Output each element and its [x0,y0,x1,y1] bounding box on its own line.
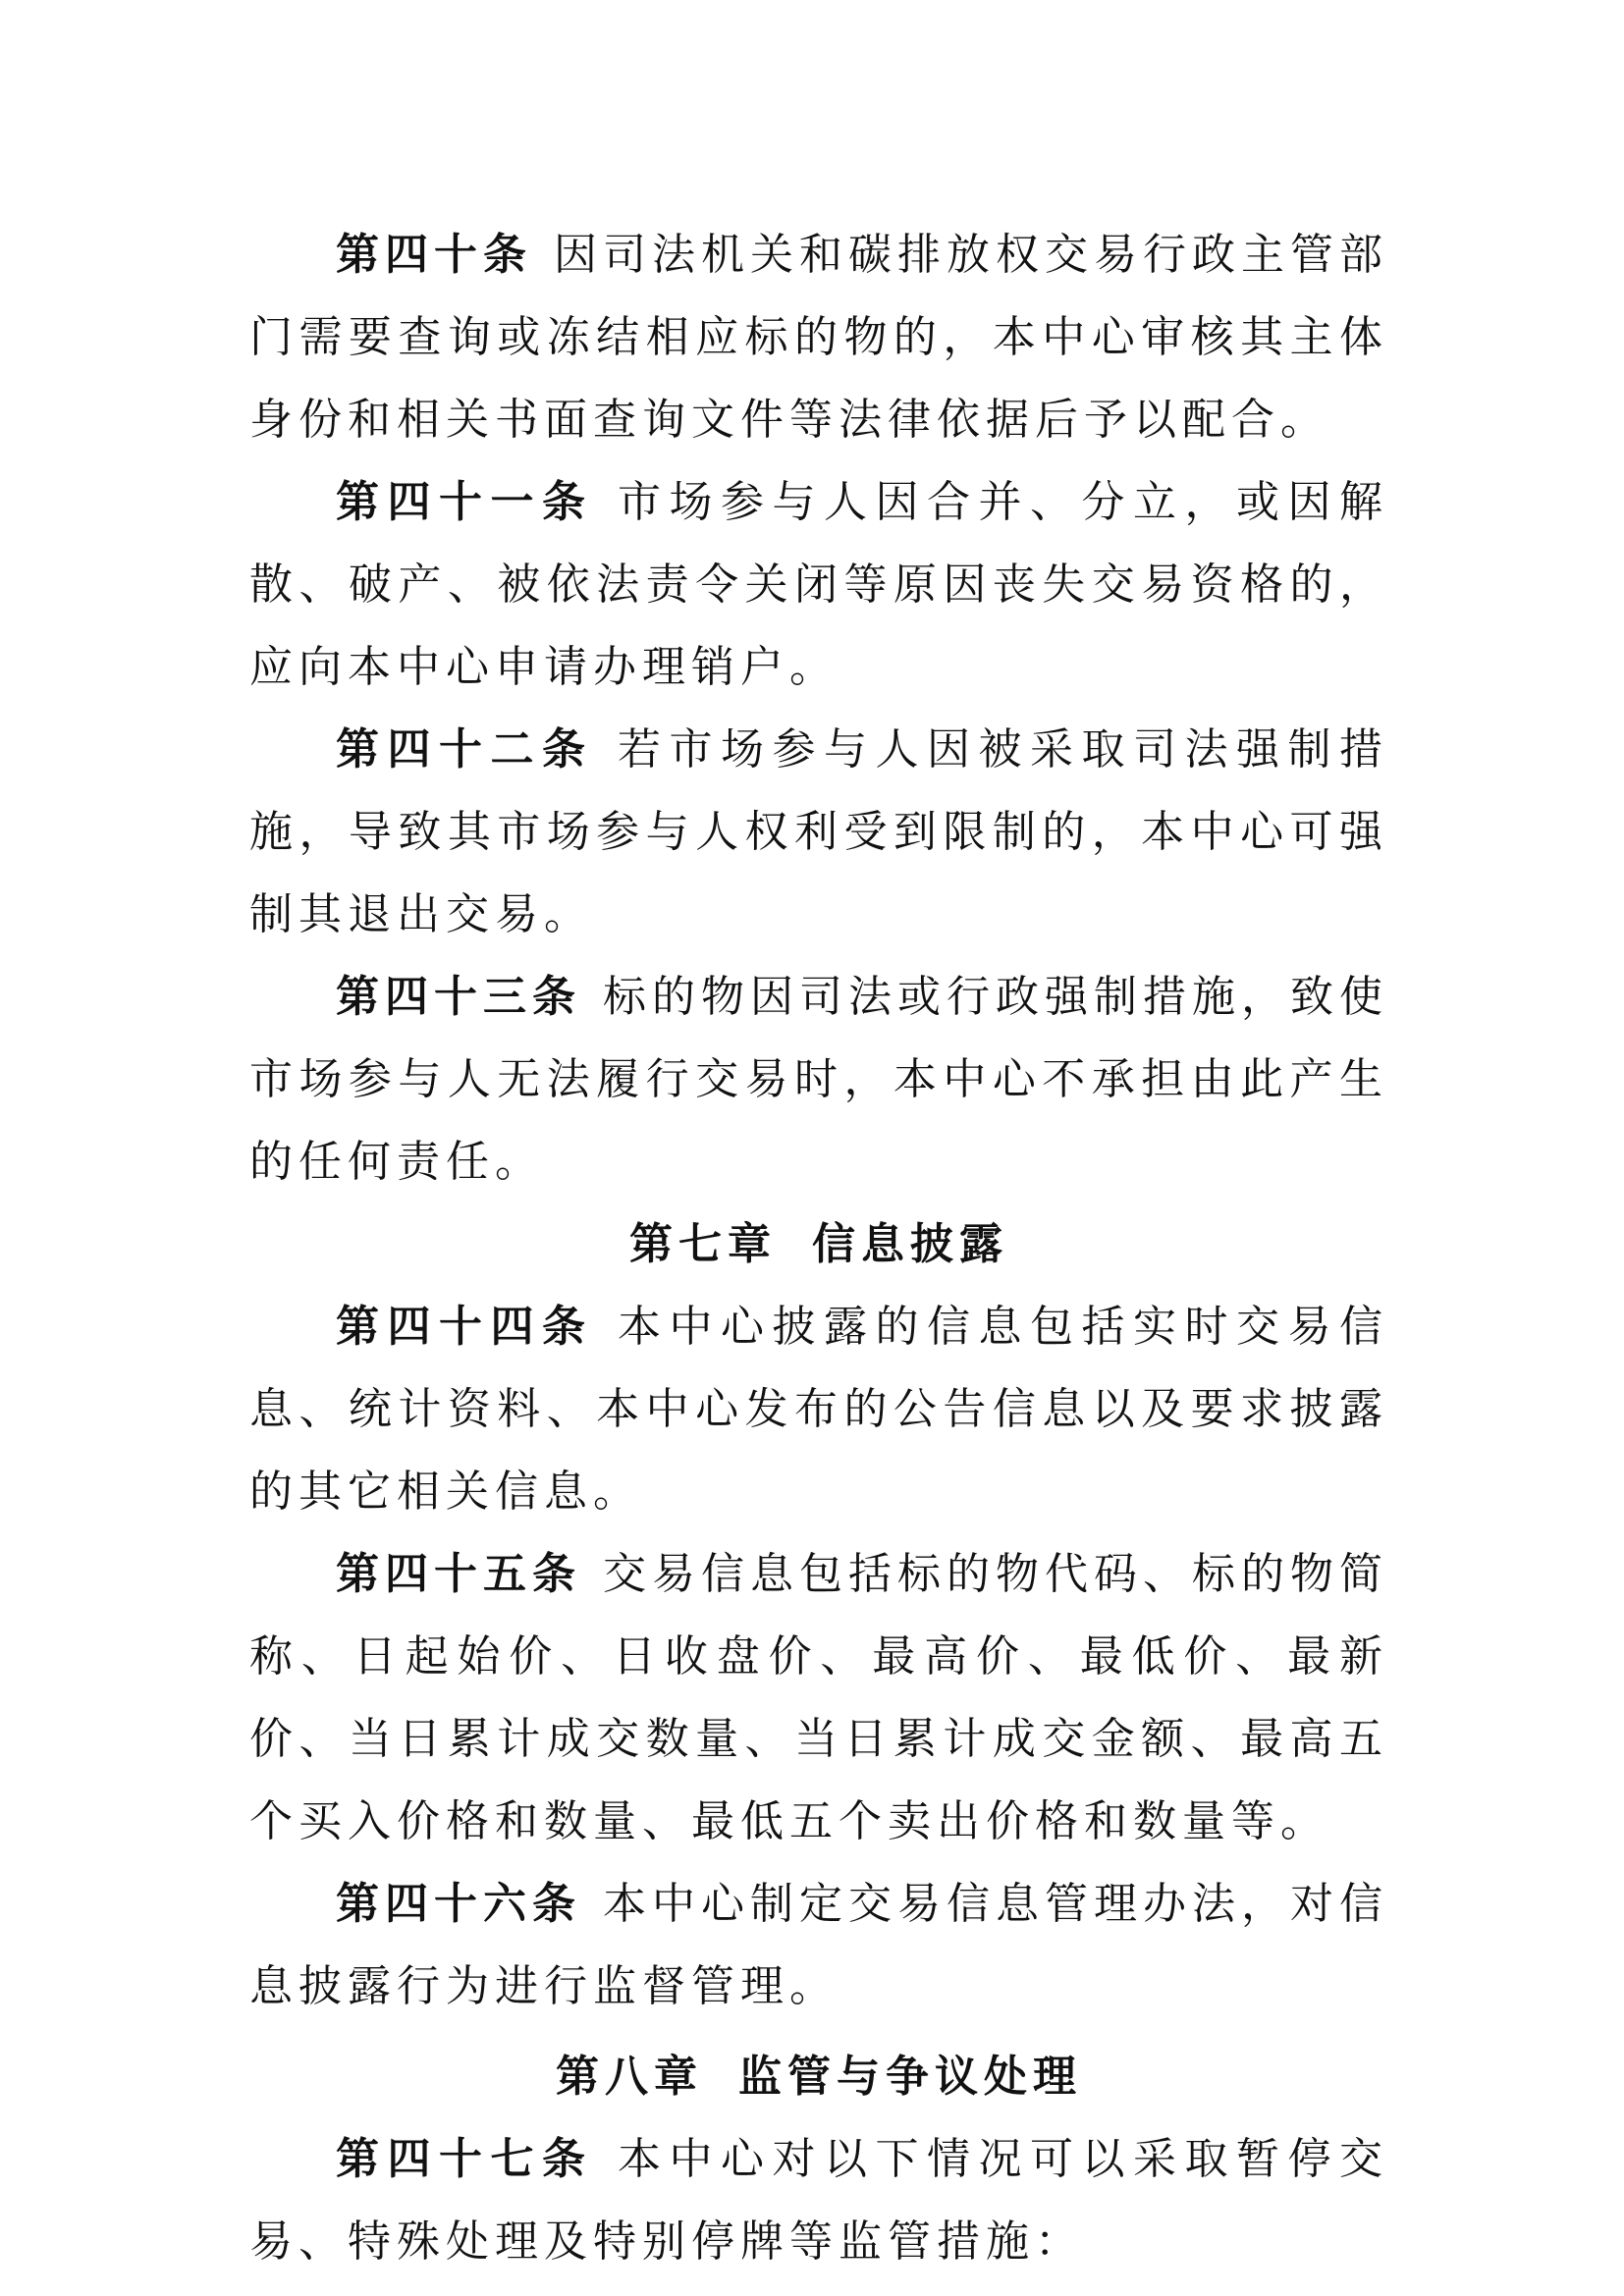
article-text: 交易信息包括标的物代码、标的物简称、日起始价、日收盘价、最高价、最低价、最新价、当日累计成交数量、当日累计成交金额、最高五个买入价格和数量、最低五个卖出价格和数量等。 [249,1549,1388,1846]
chapter-heading-7 [249,1203,1388,1286]
chapter-title: 信息披露 [812,1219,1008,1269]
chapter-title: 监管与争议处理 [738,2052,1082,2102]
article-45 [249,1533,1388,1863]
article-text: 本中心制定交易信息管理办法，对信息披露行为进行监督管理。 [249,1879,1388,2011]
article-42 [249,709,1388,956]
chapter-heading-8 [249,2036,1388,2118]
article-46 [249,1863,1388,2028]
article-text: 本中心披露的信息包括实时交易信息、统计资料、本中心发布的公告信息以及要求披露的其它相关信息。 [249,1302,1388,1517]
article-label: 第四十三条 [336,972,581,1022]
article-text: 标的物因司法或行政强制措施，致使市场参与人无法履行交易时，本中心不承担由此产生的任何责任。 [249,972,1388,1187]
document-body [249,214,1388,2283]
article-label: 第四十七条 [336,2134,594,2184]
article-label: 第四十五条 [336,1549,581,1599]
article-40 [249,214,1388,461]
article-label: 第四十条 [336,230,532,280]
article-44 [249,1286,1388,1533]
chapter-number: 第八章 [556,2052,703,2102]
article-label: 第四十一条 [336,477,594,527]
article-label: 第四十六条 [336,1879,581,1929]
chapter-number: 第七章 [629,1219,777,1269]
article-text: 因司法机关和碳排放权交易行政主管部门需要查询或冻结相应标的物的，本中心审核其主体身份和相关书面查询文件等法律依据后予以配合。 [249,230,1388,445]
article-label: 第四十四条 [336,1302,594,1352]
article-43 [249,956,1388,1203]
article-41 [249,461,1388,709]
article-47 [249,2118,1388,2283]
article-text: 市场参与人因合并、分立，或因解散、破产、被依法责令关闭等原因丧失交易资格的，应向本中心申请办理销户。 [249,477,1388,692]
article-text: 若市场参与人因被采取司法强制措施，导致其市场参与人权利受到限制的，本中心可强制其退出交易。 [249,724,1388,939]
article-text: 本中心对以下情况可以采取暂停交易、特殊处理及特别停牌等监管措施： [249,2134,1388,2267]
article-label: 第四十二条 [336,724,594,774]
